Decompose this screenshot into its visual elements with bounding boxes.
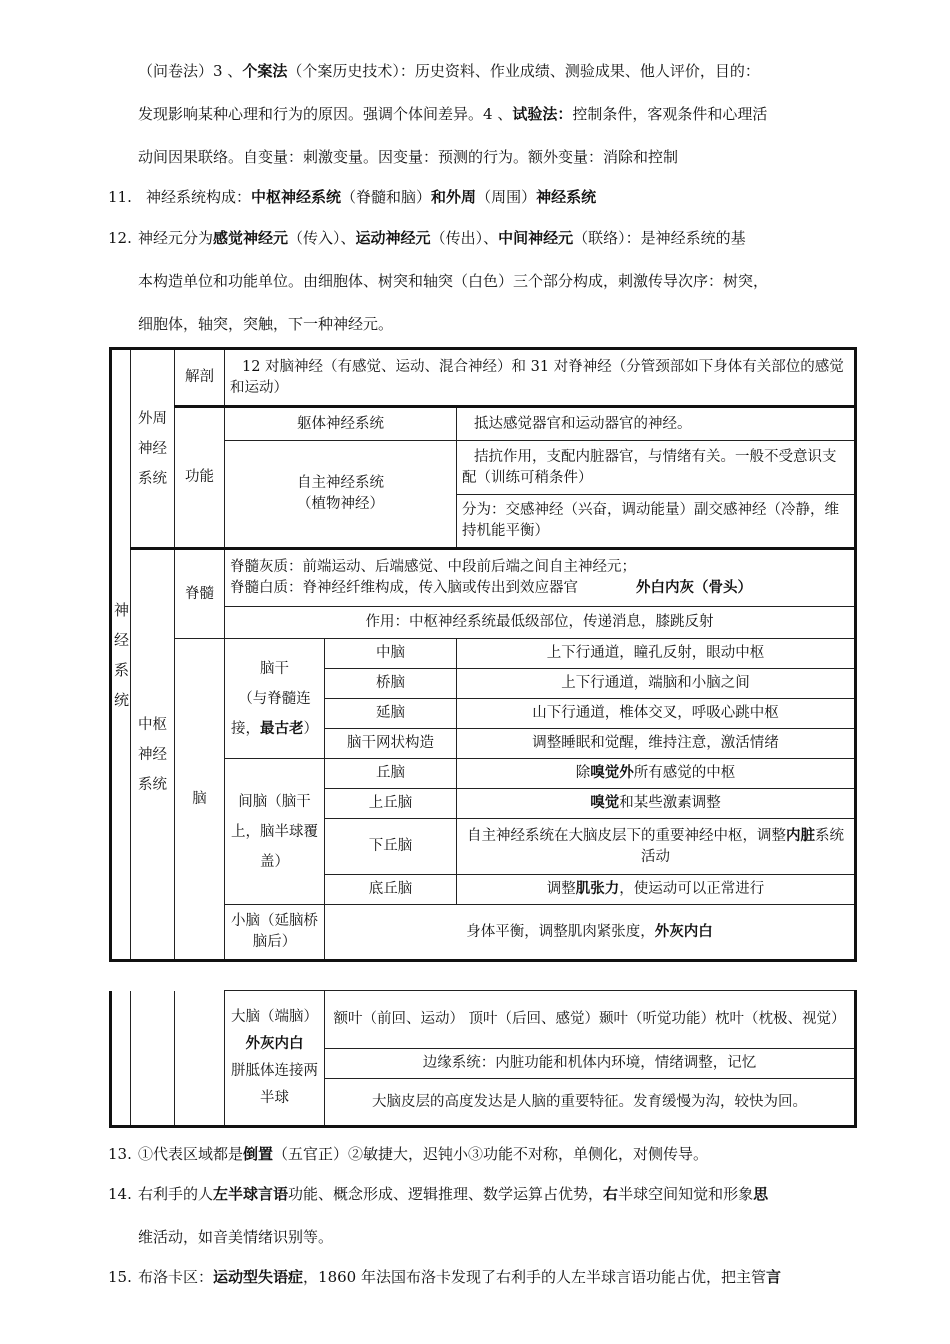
medulla-desc: 山下行通道，椎体交叉，呼吸心跳中枢 — [457, 699, 856, 729]
hypothalamus-desc: 自主神经系统在大脑皮层下的重要神经中枢，调整内脏系统活动 — [457, 819, 856, 875]
medulla-label: 延脑 — [325, 699, 457, 729]
thalamus-desc: 除嗅觉外所有感觉的中枢 — [457, 759, 856, 789]
item-12-line-3: 细胞体，轴突，突触，下一种神经元。 — [138, 315, 394, 333]
pons-desc: 上下行通道，端脑和小脑之间 — [457, 669, 856, 699]
hypothalamus-label: 下丘脑 — [325, 819, 457, 875]
subthalamus-desc: 调整肌张力，使运动可以正常进行 — [457, 875, 856, 905]
lobes-desc: 额叶（前回、运动） 顶叶（后回、感觉）颞叶（听觉功能）枕叶（枕极、视觉） — [325, 991, 856, 1049]
brain-label: 脑 — [175, 639, 225, 961]
para-line-2: 发现影响某种心理和行为的原因。强调个体间差异。4 、试验法：控制条件，客观条件和心理活 — [138, 105, 768, 123]
cerebellum-desc: 身体平衡，调整肌肉紧张度，外灰内白 — [325, 905, 856, 961]
root-label: 神经系统 — [111, 349, 131, 961]
limbic-desc: 边缘系统：内脏功能和机体内环境，情绪调整，记忆 — [325, 1049, 856, 1079]
anatomy-desc: 12 对脑神经（有感觉、运动、混合神经）和 31 对脊神经（分管颈部如下身体有关部位的感觉和运动） — [225, 349, 856, 407]
reticular-desc: 调整睡眠和觉醒，维持注意，激活情绪 — [457, 729, 856, 759]
somatic-label: 躯体神经系统 — [225, 407, 457, 441]
cerebellum-label: 小脑（延脑桥脑后） — [225, 905, 325, 961]
diencephalon-label: 间脑（脑干上，脑半球覆盖） — [225, 759, 325, 905]
autonomic-desc-1: 拮抗作用，支配内脏器官，与情绪有关。一般不受意识支配（训练可稍条件） — [457, 441, 856, 495]
para-line-3: 动间因果联络。自变量：刺激变量。因变量：预测的行为。额外变量：消除和控制 — [138, 148, 679, 166]
peripheral-label: 外周神经系统 — [131, 349, 175, 549]
function-label: 功能 — [175, 407, 225, 549]
midbrain-desc: 上下行通道，瞳孔反射，眼动中枢 — [457, 639, 856, 669]
spinal-desc: 脊髓灰质：前端运动、后端感觉、中段前后端之间自主神经元； 脊髓白质：脊神经纤维构成，传入脑或传出到效应器官 外白内灰（骨头） — [225, 549, 856, 607]
nervous-system-table — [109, 347, 857, 962]
anatomy-label: 解剖 — [175, 349, 225, 407]
spinal-role: 作用：中枢神经系统最低级部位，传递消息，膝跳反射 — [225, 607, 856, 639]
cerebrum-label: 大脑（端脑） 外灰内白 胼胝体连接两半球 — [225, 991, 325, 1127]
midbrain-label: 中脑 — [325, 639, 457, 669]
brainstem-label: 脑干 （与脊髓连接，最古老） — [225, 639, 325, 759]
subthalamus-label: 底丘脑 — [325, 875, 457, 905]
central-label: 中枢神经系统 — [131, 549, 175, 961]
pons-label: 桥脑 — [325, 669, 457, 699]
autonomic-label: 自主神经系统 （植物神经） — [225, 441, 457, 549]
item-14-line-2: 维活动，如音美情绪识别等。 — [138, 1228, 334, 1246]
para-line-1: （问卷法）3 、个案法（个案历史技术）：历史资料、作业成绩、测验成果、他人评价，目的： — [138, 62, 760, 80]
autonomic-desc-2: 分为：交感神经（兴奋，调动能量）副交感神经（冷静，维持机能平衡） — [457, 495, 856, 549]
cerebrum-table — [109, 990, 857, 1128]
spinal-label: 脊髓 — [175, 549, 225, 639]
cortex-desc: 大脑皮层的高度发达是人脑的重要特征。发育缓慢为沟，较快为回。 — [325, 1079, 856, 1127]
item-12-line-2: 本构造单位和功能单位。由细胞体、树突和轴突（白色）三个部分构成，刺激传导次序：树突， — [138, 272, 769, 290]
somatic-desc: 抵达感觉器官和运动器官的神经。 — [457, 407, 856, 441]
epithalamus-desc: 嗅觉和某些激素调整 — [457, 789, 856, 819]
epithalamus-label: 上丘脑 — [325, 789, 457, 819]
reticular-label: 脑干网状构造 — [325, 729, 457, 759]
thalamus-label: 丘脑 — [325, 759, 457, 789]
